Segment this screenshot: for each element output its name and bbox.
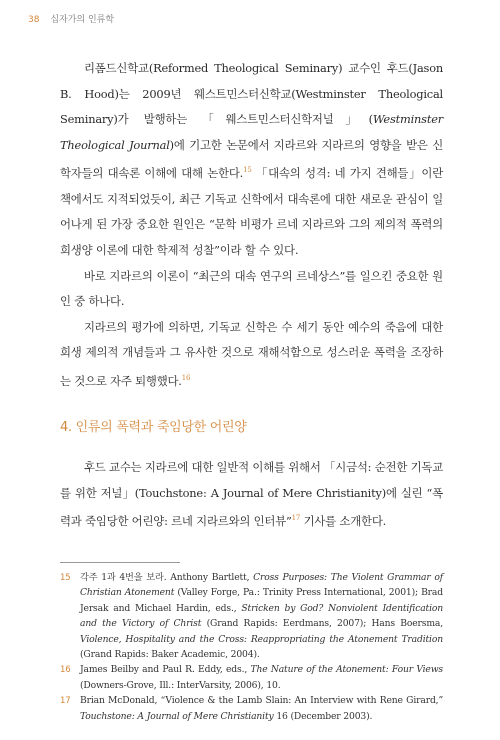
footnote-part: (Grand Rapids: Baker Academic, 2004). — [80, 649, 260, 661]
footnote-text — [80, 662, 443, 693]
section-text — [60, 455, 443, 535]
footnote-part: Brian McDonald, “Violence & the Lamb Slain: An Interview with Rene Girard,” — [80, 695, 443, 707]
footnote-number: 17 — [60, 696, 71, 707]
footnote-part: James Beilby and Paul R. Eddy, eds., — [80, 664, 251, 676]
touchstone-title: Touchstone: A Journal of Mere Christianity — [138, 485, 382, 500]
footnote-text — [80, 693, 443, 724]
paragraph-1-text-b: )에 기고한 논문에서 지라르와 지라르의 영향을 받은 신학자들의 대속론 이해에 대해 논한다. — [60, 137, 443, 181]
footnote-17 — [60, 693, 443, 724]
paragraph-4-text-a: 후드 교수는 지라르에 대한 일반적 이해를 위해서 「시금석: 순전한 기독교를 위한 저널」( — [60, 460, 443, 500]
paragraph-4 — [60, 455, 443, 535]
paragraph-3 — [60, 315, 443, 395]
footnote-divider — [60, 562, 180, 563]
footnote-part: (Valley Forge, Pa.: Trinity Press International, 2001); Brad Jersak and Michael Hardin, eds., — [80, 587, 443, 614]
page-number: 38 — [28, 15, 40, 25]
section-heading: 4. 인류의 폭력과 죽임당한 어린양 — [60, 420, 247, 435]
paragraph-1 — [60, 56, 443, 264]
footnote-book-title: Cross Purposes: The Violent Grammar of Christian Atonement — [80, 572, 443, 599]
journal-title: Westminster Theological Journal — [60, 112, 443, 152]
footnote-15 — [60, 570, 443, 662]
footnotes — [60, 570, 443, 724]
footnote-ref-15[interactable]: 15 — [243, 166, 252, 175]
footnote-text — [80, 570, 443, 662]
running-header — [28, 12, 114, 25]
footnote-number: 15 — [60, 573, 71, 583]
paragraph-1-text-c: 「대속의 성격: 네 가지 견해들」이란 책에서도 지적되었듯이, 최근 기독교 신학에서 대속론에 대한 새로운 관심이 일어나게 된 가장 중요한 원인은 “문학 비평가 르네 지라르와 그의 제의적 폭력의 희생양 이론에 대한 학제적 성찰”이라 할 수 있다. — [60, 166, 443, 257]
running-title: 십자가의 인류학 — [50, 15, 115, 25]
footnote-journal-title: Touchstone: A Journal of Mere Christianity — [80, 710, 274, 722]
paragraph-4-text-c: 기사를 소개한다. — [300, 513, 387, 528]
footnote-book-title: Violence, Hospitality and the Cross: Reappropriating the Atonement Tradition — [80, 633, 443, 645]
footnote-ref-16[interactable]: 16 — [181, 373, 191, 382]
footnote-part: 각주 1과 4번을 보라. Anthony Bartlett, — [80, 572, 254, 583]
paragraph-2: 바로 지라르의 이론이 “최근의 대속 연구의 르네상스”를 일으킨 중요한 원인 중 하나다. — [60, 268, 443, 309]
footnote-part: 16 (December 2003). — [273, 710, 373, 722]
footnote-ref-17[interactable]: 17 — [291, 514, 301, 523]
footnote-book-title: Stricken by God? Nonviolent Identification and the Victory of Christ — [80, 602, 444, 630]
paragraph-3-text: 지라르의 평가에 의하면, 기독교 신학은 수 세기 동안 예수의 죽음에 대한 희생 제의적 개념들과 그 유사한 것으로 재해석함으로 성스러운 폭력을 조장하는 것으로 자주 퇴행했다. — [60, 319, 443, 388]
paragraph-1-text-a: 리폼드신학교(Reformed Theological Seminary) 교수인 후드(Jason B. Hood)는 2009년 웨스트민스터신학교(Westminster Theological Seminary)가 발행하는 「웨스트민스터신학저널」( — [60, 61, 443, 127]
footnote-part: (Grand Rapids: Eerdmans, 2007); Hans Boersma, — [201, 618, 443, 630]
main-text — [60, 56, 443, 394]
footnote-book-title: The Nature of the Atonement: Four Views — [250, 664, 443, 676]
footnote-part: (Downers-Grove, Ill.: InterVarsity, 2006), 10. — [80, 679, 281, 691]
footnote-number: 16 — [60, 665, 71, 676]
paragraph-4-text-b: )에 실린 “폭력과 죽임당한 어린양: 르네 지라르와의 인터뷰” — [60, 485, 443, 528]
footnote-16 — [60, 662, 443, 693]
